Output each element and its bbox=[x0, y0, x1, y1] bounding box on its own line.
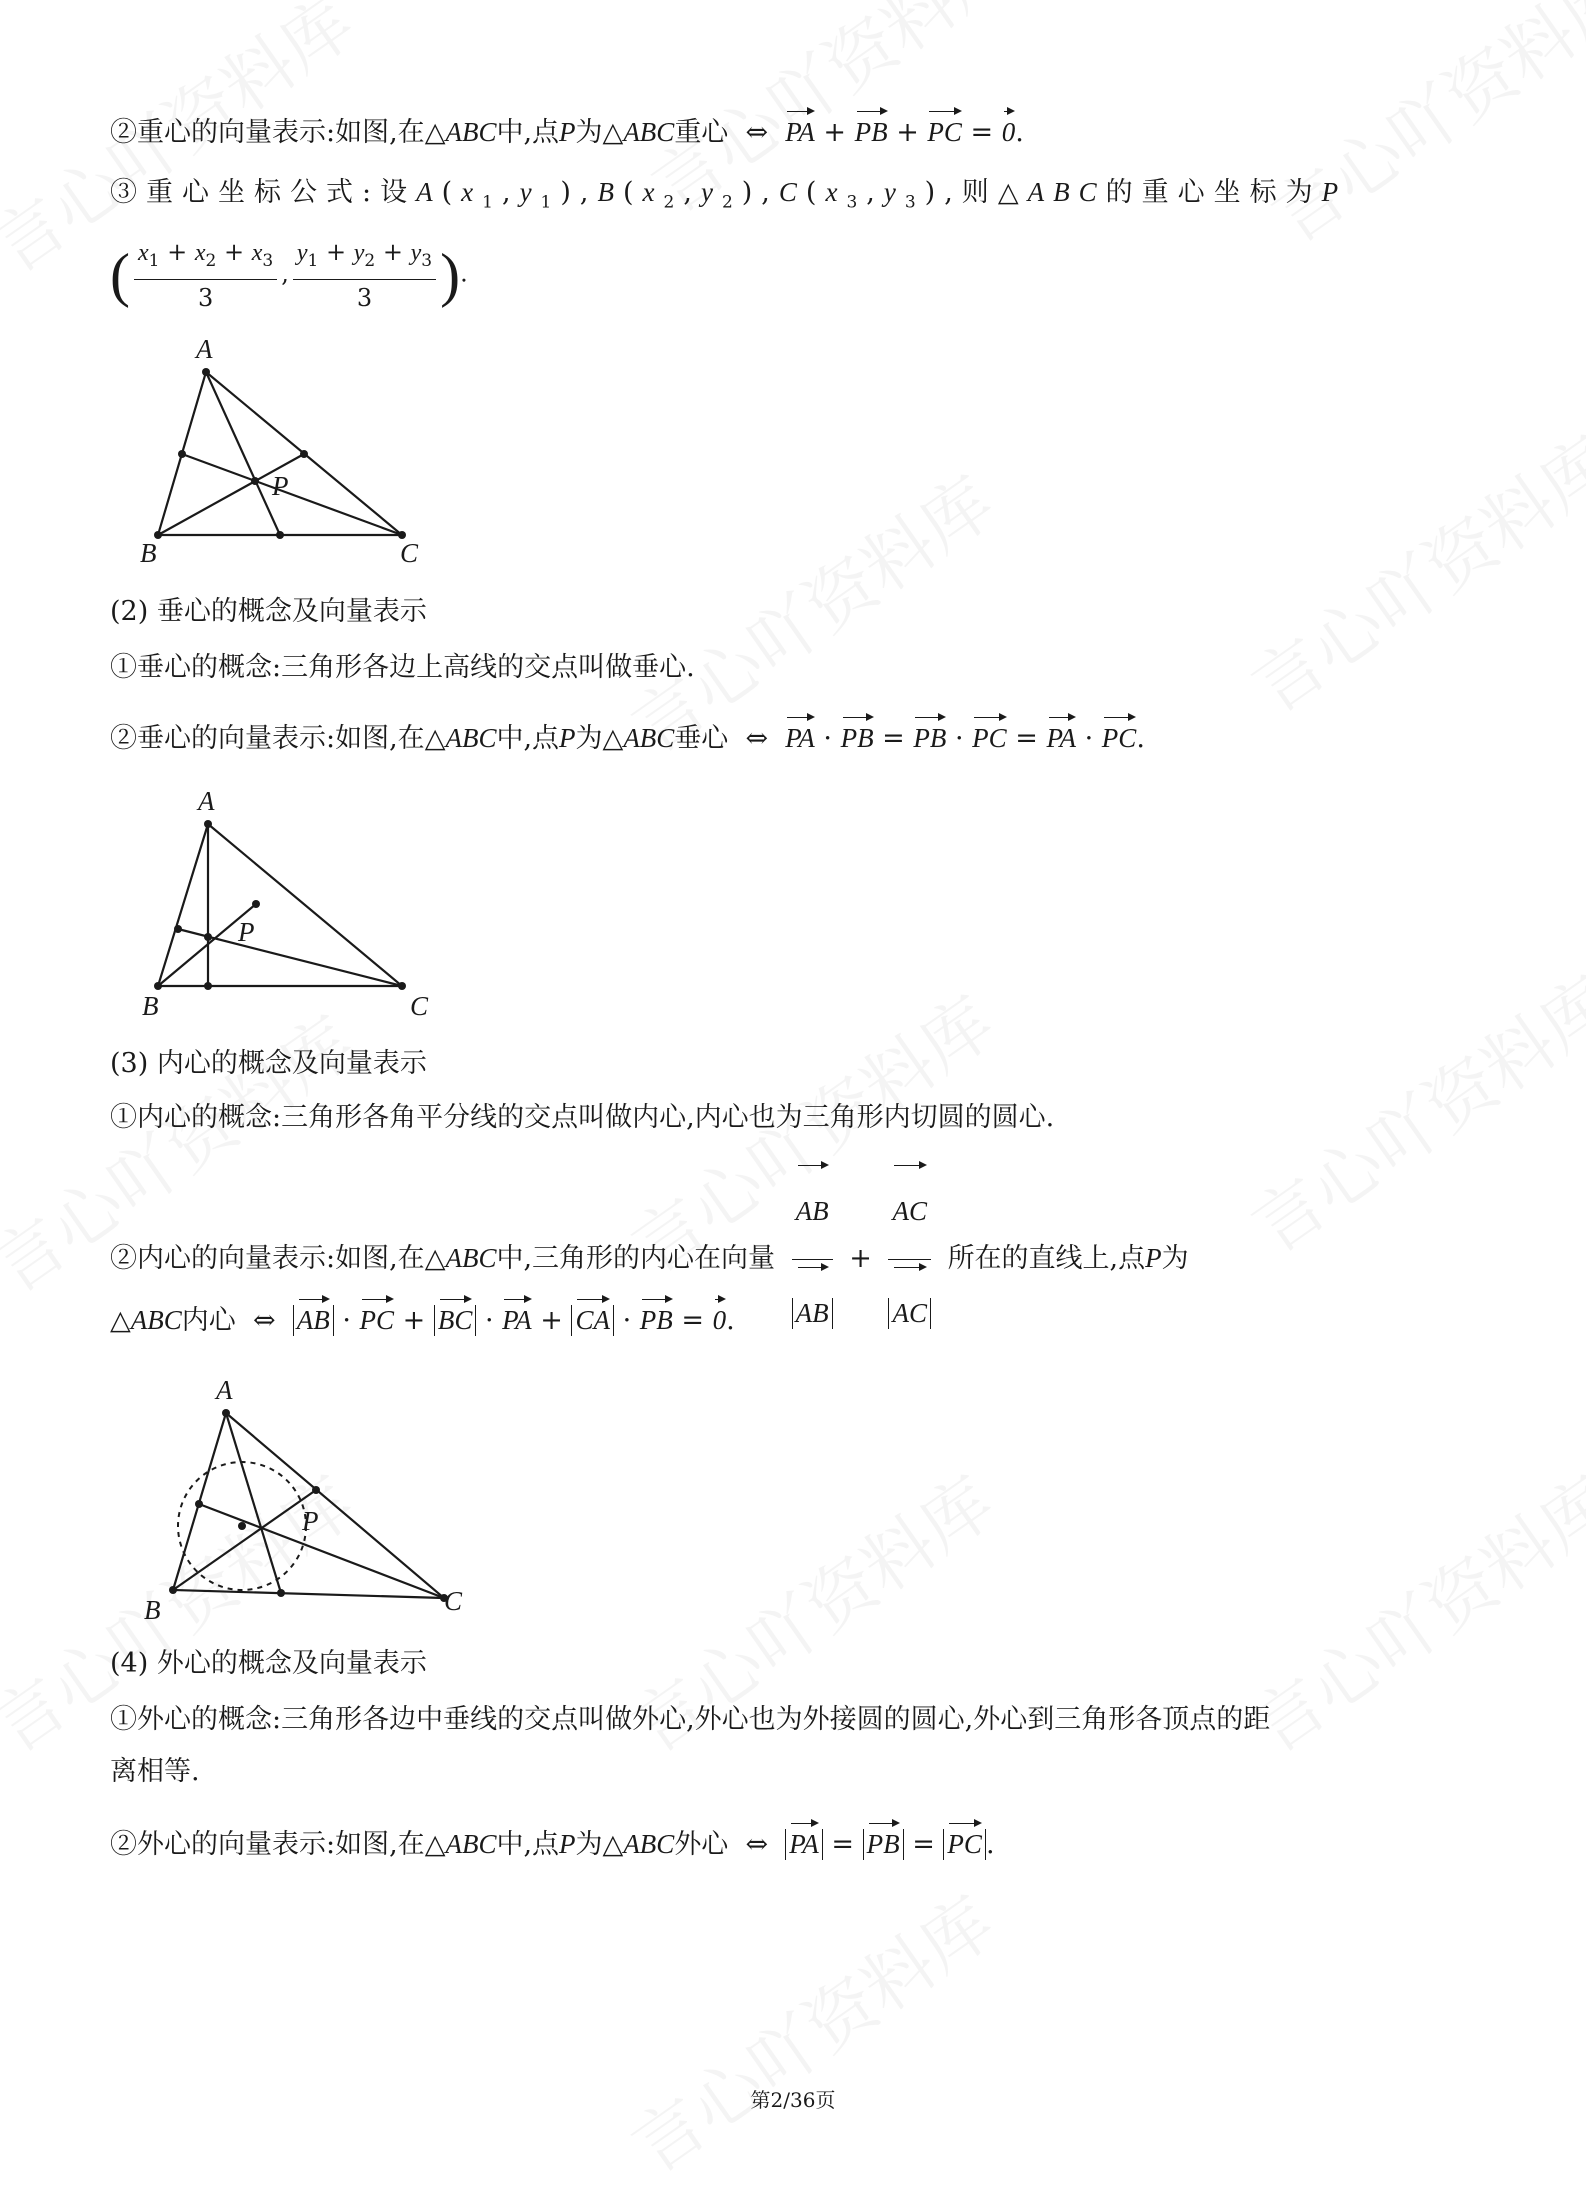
watermark bbox=[1229, 949, 1586, 1273]
incenter-heading: (3) 内心的概念及向量表示 bbox=[110, 1048, 427, 1079]
vertex-label-b: B bbox=[140, 538, 157, 568]
point-label-p: P bbox=[302, 1506, 319, 1536]
orthocenter-heading: (2) 垂心的概念及向量表示 bbox=[110, 596, 427, 627]
incenter-figure bbox=[130, 1370, 470, 1630]
watermark bbox=[1249, 0, 1586, 262]
centroid-figure bbox=[130, 330, 450, 570]
watermark bbox=[1229, 1449, 1586, 1773]
vertex-label-a: A bbox=[196, 334, 213, 364]
zero-vector: 0 bbox=[1002, 106, 1016, 152]
vector-pb: PB bbox=[855, 106, 888, 152]
vertex-label-a: A bbox=[216, 1375, 233, 1405]
vertex-label-b: B bbox=[142, 991, 159, 1021]
vector-pa: PA bbox=[785, 106, 815, 152]
orthocenter-concept: ①垂心的概念:三角形各边上高线的交点叫做垂心. bbox=[110, 652, 695, 683]
vertex-label-c: C bbox=[444, 1586, 463, 1616]
orthocenter-vector-line: ②垂心的向量表示:如图,在△ABC中,点P为△ABC垂心 ⇔ PA · PB = PB · PC = PA · PC. bbox=[110, 712, 1145, 759]
centroid-vector-line: ②重心的向量表示:如图,在△ABC中,点P为△ABC重心 ⇔ PA + PB + PC = 0. bbox=[110, 106, 1024, 153]
watermark bbox=[1229, 409, 1586, 733]
centroid-coordinate-formula: ( $\frac{x_1 + x_2 + x_3}{3}$ , $\frac{y_1 + y_2 + y_3}{3}$ ). bbox=[110, 238, 468, 312]
point-label-p: P bbox=[272, 471, 289, 501]
vector-pc: PC bbox=[927, 106, 962, 152]
circumcenter-vector-line: ②外心的向量表示:如图,在△ABC中,点P为△ABC外心 ⇔ PA = PB = PC . bbox=[110, 1818, 995, 1865]
orthocenter-figure bbox=[130, 782, 450, 1022]
incenter-concept: ①内心的概念:三角形各角平分线的交点叫做内心,内心也为三角形内切圆的圆心. bbox=[110, 1102, 1055, 1133]
circumcenter-concept-2: 离相等. bbox=[110, 1756, 200, 1787]
watermark bbox=[609, 1869, 1011, 2192]
page-number: 第2/36页 bbox=[750, 2088, 836, 2112]
circumcenter-concept-1: ①外心的概念:三角形各边中垂线的交点叫做外心,外心也为外接圆的圆心,外心到三角形各顶点的距 bbox=[110, 1704, 1271, 1735]
centroid-coordinate-line: ③重心坐标公式:设$A(x_1,y_1),B(x_2,y_2),C(x_3,y_3)$,则△ABC的重心坐标为P bbox=[110, 177, 1348, 213]
incenter-vector-line-2: △ABC内心 ⇔ AB · PC + BC · PA + CA · PB = 0. bbox=[110, 1294, 735, 1341]
vertex-label-c: C bbox=[400, 538, 419, 568]
vertex-label-a: A bbox=[198, 786, 215, 816]
vertex-label-c: C bbox=[410, 991, 429, 1021]
incenter-vector-line: ②内心的向量表示:如图,在△ABC中,三角形的内心在向量 $\frac{AB}{AB}$ + $\frac{AC}{AC}$ 所在的直线上,点P为 bbox=[110, 1160, 1189, 1359]
circumcenter-heading: (4) 外心的概念及向量表示 bbox=[110, 1648, 427, 1679]
vertex-label-b: B bbox=[144, 1595, 161, 1625]
point-label-p: P bbox=[238, 917, 255, 947]
